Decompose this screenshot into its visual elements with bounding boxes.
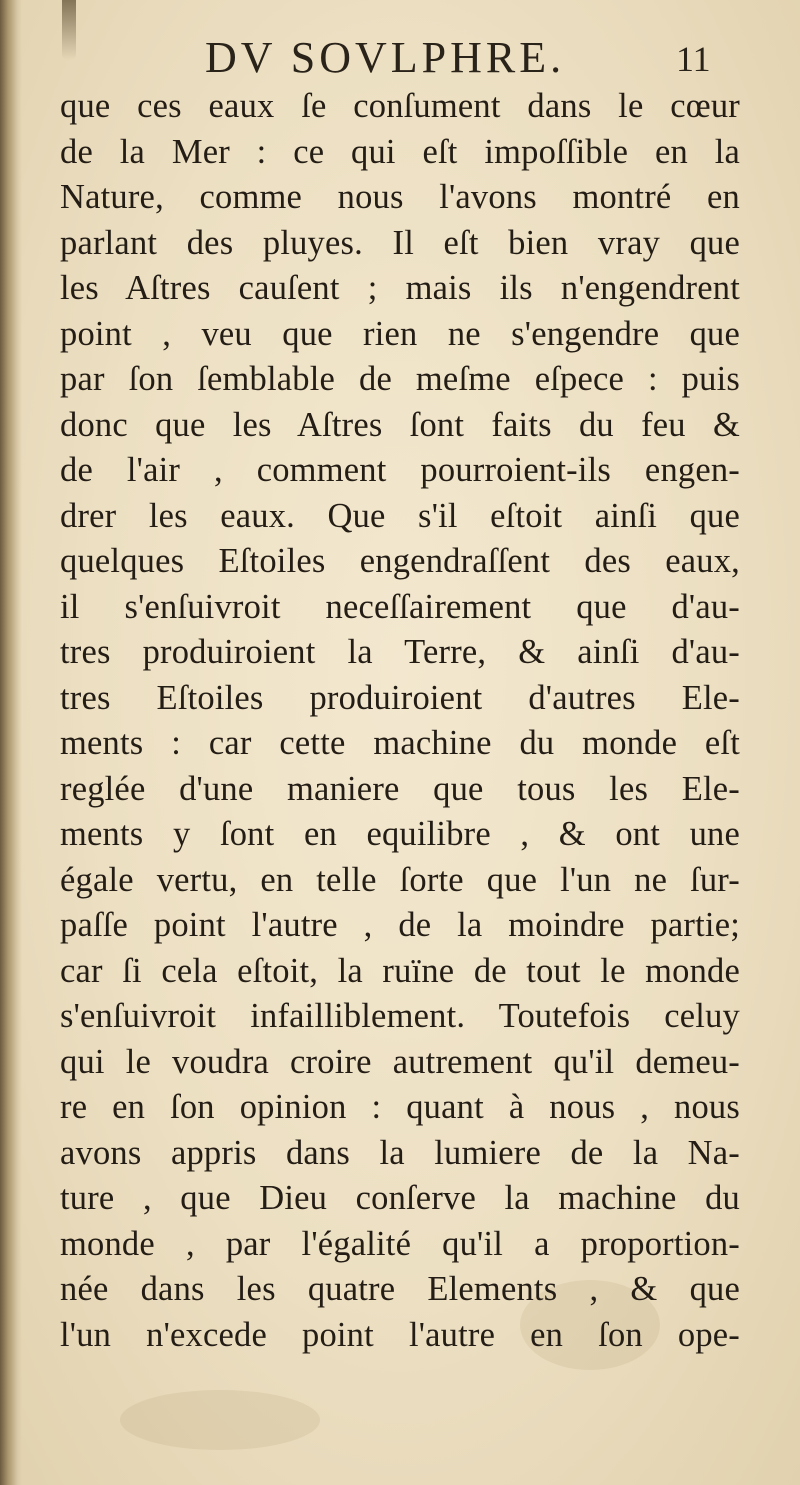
text-line: paſſe point l'autre , de la moindre partie; xyxy=(60,906,740,944)
text-line: re en ſon opinion : quant à nous , nous xyxy=(60,1088,740,1126)
binding-shadow xyxy=(0,0,22,1485)
page-number: 11 xyxy=(676,39,711,79)
text-line: il s'enſuivroit neceſſairement que d'au- xyxy=(60,587,740,626)
text-line: ture , que Dieu conſerve la machine du xyxy=(60,1179,740,1217)
text-line: monde , par l'égalité qu'il a proportion- xyxy=(60,1224,740,1263)
text-line: née dans les quatre Elements , & que xyxy=(60,1270,740,1308)
text-line: drer les eaux. Que s'il eſtoit ainſi que xyxy=(60,496,740,535)
text-line: car ſi cela eſtoit, la ruïne de tout le monde xyxy=(60,951,740,990)
text-line: avons appris dans la lumiere de la Na- xyxy=(60,1133,740,1172)
body-text xyxy=(60,84,740,1358)
text-line: donc que les Aſtres ſont faits du feu & xyxy=(60,405,740,444)
text-line: ments y ſont en equilibre , & ont une xyxy=(60,815,740,853)
text-line: parlant des pluyes. Il eſt bien vray que xyxy=(60,223,740,262)
text-line: point , veu que rien ne s'engendre que xyxy=(60,314,740,353)
text-line: ments : car cette machine du monde eſt xyxy=(60,724,740,762)
text-line: tres produiroient la Terre, & ainſi d'au- xyxy=(60,633,740,671)
paper-stain xyxy=(120,1390,320,1450)
text-line: quelques Eſtoiles engendraſſent des eaux, xyxy=(60,542,740,580)
text-line: Nature, comme nous l'avons montré en xyxy=(60,178,740,216)
text-line: tres Eſtoiles produiroient d'autres Ele- xyxy=(60,678,740,717)
text-line: égale vertu, en telle ſorte que l'un ne ſur- xyxy=(60,860,740,899)
text-line: l'un n'excede point l'autre en ſon ope- xyxy=(60,1315,740,1354)
text-line: que ces eaux ſe conſument dans le cœur xyxy=(60,87,740,125)
text-line: reglée d'une maniere que tous les Ele- xyxy=(60,769,740,808)
text-line: qui le voudra croire autrement qu'il demeu- xyxy=(60,1042,740,1081)
page-header xyxy=(0,32,800,92)
text-line: de la Mer : ce qui eſt impoſſible en la xyxy=(60,132,740,171)
running-title: DV SOVLPHRE. xyxy=(205,33,566,82)
text-line: les Aſtres cauſent ; mais ils n'engendrent xyxy=(60,269,740,307)
text-line: par ſon ſemblable de meſme eſpece : puis xyxy=(60,360,740,398)
text-line: de l'air , comment pourroient-ils engen- xyxy=(60,451,740,489)
text-line: s'enſuivroit infailliblement. Toutefois celuy xyxy=(60,997,740,1035)
